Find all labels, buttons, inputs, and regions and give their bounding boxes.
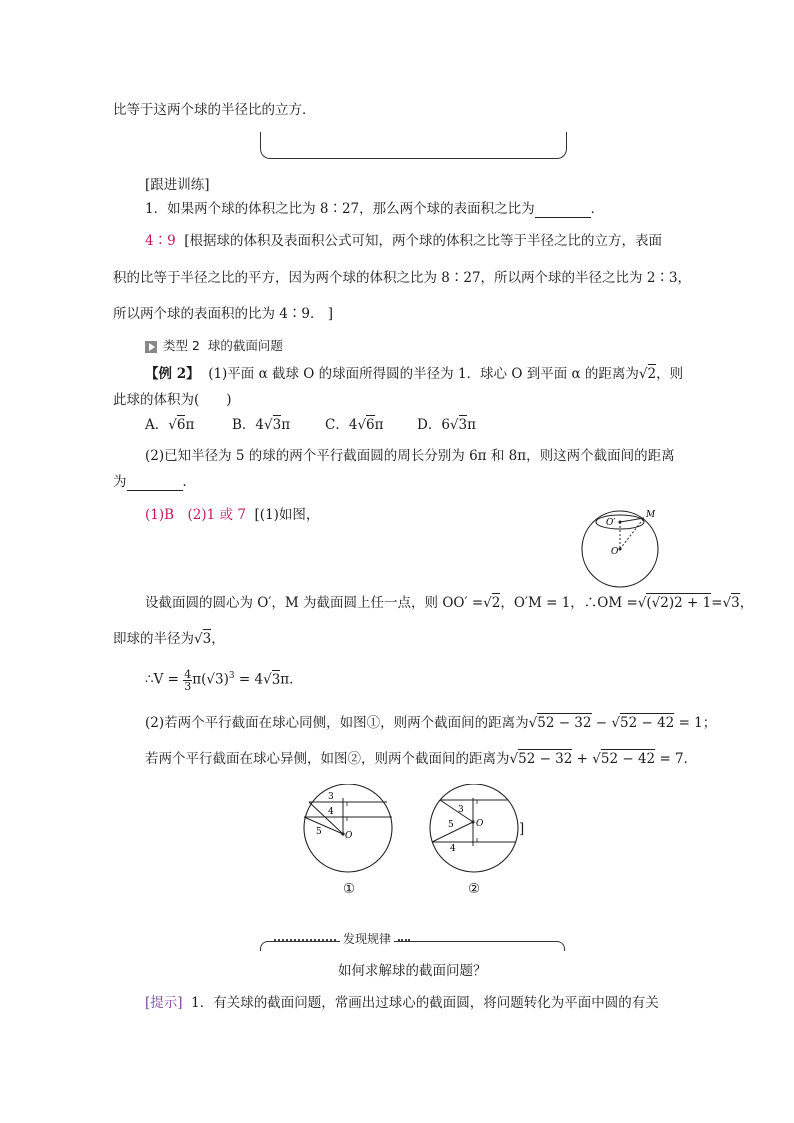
- banner-title: 发现规律: [340, 932, 394, 946]
- solution-close-bracket: ]: [519, 821, 525, 837]
- option-c-tail: π: [374, 417, 384, 433]
- practice-explanation-2: 积的比等于半径之比的平方，因为两个球的体积之比为 8∶27，所以两个球的半径之比为 2∶3，: [113, 270, 692, 286]
- answer-blank: [535, 203, 591, 218]
- banner-dots-left: [274, 939, 336, 941]
- option-c: C．4√6π: [325, 417, 384, 433]
- solution-line5-r2: 52 − 42: [600, 751, 656, 767]
- fig2-center: [471, 820, 474, 823]
- practice-answer-value: 4∶9: [145, 233, 176, 249]
- solution-line3-a: ∴V =: [145, 671, 179, 688]
- example-q2-line2: [113, 473, 196, 491]
- practice-question-text: 1．如果两个球的体积之比为 8∶27，那么两个球的表面积之比为: [145, 201, 535, 217]
- discover-question: 如何求解球的截面问题？: [338, 963, 487, 979]
- section-title: 球的截面问题: [207, 338, 283, 353]
- section-label: 类型 2: [163, 338, 200, 353]
- fig1-radius-b: [304, 817, 343, 834]
- figure-2: [428, 784, 520, 874]
- point-oprime: [619, 521, 622, 524]
- option-b-radicand: 3: [272, 417, 282, 433]
- fraction-den: 3: [184, 679, 192, 693]
- solution-line4: (2)若两个平行截面在球心同侧，如图①，则两个截面间的距离为√52 − 32 − √52 − 42 = 1；: [145, 715, 717, 731]
- fig2-right-angle-1: [473, 800, 477, 804]
- sphere-figure: [580, 506, 666, 590]
- practice-explanation-3: 所以两个球的表面积的比为 4∶9． ]: [113, 306, 334, 322]
- figure-1-caption: ①: [343, 881, 356, 897]
- solution-line3: ∴V = $\frac{4}{3}$ $\pi(√3)^3 = 4√3\pi$．: [145, 667, 303, 693]
- example-q2-text: 为: [113, 474, 127, 490]
- solution-line3-b: π(√3): [192, 671, 229, 688]
- fig2-label-5: 5: [448, 820, 454, 830]
- solution-line1-r2: (√2)2 + 1: [646, 595, 712, 611]
- label-o: O: [611, 547, 619, 557]
- fig1-label-5: 5: [316, 827, 322, 837]
- solution-line3-exp: 3: [228, 671, 235, 681]
- solution-line4-a: (2)若两个平行截面在球心同侧，如图①，则两个截面间的距离为: [145, 715, 529, 731]
- option-d: D．6√3π: [417, 417, 476, 433]
- solution-line4-op: −: [591, 715, 612, 731]
- example-q1-radicand: 2: [647, 366, 657, 382]
- q2-blank: [127, 476, 183, 491]
- solution-line1-d: ，: [739, 595, 754, 611]
- discover-hint: [145, 994, 659, 1012]
- practice-question: [145, 200, 604, 218]
- fig1-right-angle-2: [343, 817, 347, 821]
- option-a: A．√6π: [145, 417, 195, 433]
- figure-2-caption: ②: [468, 881, 481, 897]
- option-d-tail: π: [467, 417, 476, 433]
- solution-lead: [145, 506, 319, 524]
- banner-bracket: [260, 941, 565, 951]
- option-c-coef: 4: [348, 417, 358, 433]
- point-o: [619, 548, 622, 551]
- fraction-num: 4: [184, 667, 192, 681]
- intro-line: 比等于这两个球的半径比的立方．: [113, 102, 316, 118]
- practice-answer: [145, 232, 662, 250]
- fig2-radius-5: [440, 800, 473, 822]
- option-a-label: A．: [145, 417, 169, 433]
- solution-line4-r2: 52 − 42: [620, 715, 675, 731]
- example-q2-line1: (2)已知半径为 5 的球的两个平行截面圆的周长分别为 6π 和 8π，则这两个截面间的距离: [145, 448, 675, 464]
- option-c-radicand: 6: [366, 417, 375, 433]
- section-heading: [145, 337, 283, 355]
- solution-line1-b: ，O′M = 1，∴OM =: [500, 595, 638, 611]
- radius-oprime-m: [620, 518, 644, 522]
- solution-line1-a: 设截面圆的圆心为 O′，M 为截面圆上任一点，则 OO′ =: [145, 595, 484, 611]
- practice-heading: [跟进训练]: [145, 177, 210, 193]
- solution-line1-c: =: [711, 595, 723, 611]
- solution-line3-d: π．: [280, 671, 303, 688]
- example-q1-line1: 【例 2】 (1)平面 α 截球 O 的球面所得圆的半径为 1．球心 O 到平面 α 的距离为√2，则: [145, 366, 684, 382]
- solution-line1: 设截面圆的圆心为 O′，M 为截面圆上任一点，则 OO′ =√2，O′M = 1，∴OM =√(√2)2 + 1=√3，: [145, 595, 754, 611]
- option-d-coef: 6: [441, 417, 450, 433]
- solution-lead-text: [(1)如图，: [254, 507, 320, 523]
- hint-label: [提示]: [145, 995, 183, 1011]
- discover-banner: [260, 932, 565, 951]
- solution-line3-r: 3: [271, 671, 281, 688]
- solution-line2-a: 即球的半径为: [113, 631, 194, 647]
- solution-line5-r1: 52 − 32: [518, 751, 573, 767]
- solution-line1-r3: 3: [731, 595, 740, 611]
- solution-line2-r: 3: [202, 631, 212, 647]
- fig2-label-3: 3: [458, 805, 464, 815]
- solution-line2: 即球的半径为√3，: [113, 631, 225, 647]
- option-a-tail: π: [185, 417, 195, 433]
- label-m: M: [646, 510, 656, 520]
- option-d-label: D．: [417, 417, 442, 433]
- fig1-label-4: 4: [328, 807, 334, 817]
- solution-line5: 若两个平行截面在球心异侧，如图②，则两个截面间的距离为√52 − 32 + √52 − 42 = 7．: [145, 751, 698, 767]
- segment-o-m: [620, 518, 644, 549]
- summary-box: [260, 132, 567, 159]
- example-q1-line2: 此球的体积为( ): [113, 392, 232, 408]
- solution-line1-r1: 2: [491, 595, 501, 611]
- label-oprime: O′: [606, 518, 616, 528]
- option-c-label: C．: [325, 417, 349, 433]
- solution-line4-b: = 1；: [674, 715, 717, 731]
- play-icon: [145, 341, 157, 353]
- solution-line5-op: +: [572, 751, 593, 767]
- fig2-right-angle-2: [473, 838, 477, 842]
- solution-answers: (1)B (2)1 或 7: [145, 507, 246, 523]
- practice-explanation-1: [根据球的体积及表面积公式可知，两个球的体积之比等于半径之比的立方，表面: [184, 233, 663, 249]
- solution-line2-b: ，: [211, 631, 225, 647]
- option-b-tail: π: [281, 417, 291, 433]
- fig1-right-angle-1: [343, 802, 347, 806]
- solution-line5-a: 若两个平行截面在球心异侧，如图②，则两个截面间的距离为: [145, 751, 510, 767]
- fig2-label-4: 4: [450, 844, 456, 854]
- figure-1: [300, 784, 400, 874]
- example-q1-text-a: (1)平面 α 截球 O 的球面所得圆的半径为 1．球心 O 到平面 α 的距离为: [208, 366, 639, 382]
- fig1-label-3: 3: [328, 792, 334, 802]
- option-b: B．4√3π: [232, 417, 291, 433]
- fraction-four-thirds: [183, 669, 192, 692]
- fig1-label-o: O: [345, 831, 353, 841]
- fig2-circle: [430, 784, 518, 872]
- option-b-label: B．: [232, 417, 256, 433]
- example-q2-end: ．: [182, 474, 196, 490]
- fig2-label-o: O: [476, 819, 484, 829]
- example-tag: 【例 2】: [145, 366, 200, 382]
- banner-dots-right: [398, 939, 410, 941]
- solution-line3-c: = 4: [234, 671, 264, 688]
- solution-line4-r1: 52 − 32: [537, 715, 592, 731]
- practice-question-end: ．: [590, 201, 605, 217]
- solution-line5-b: = 7．: [655, 751, 698, 767]
- hint-text: 1．有关球的截面问题，常画出过球心的截面圆，将问题转化为平面中圆的有关: [191, 995, 659, 1011]
- example-q1-text-b: ，则: [656, 366, 684, 382]
- option-a-radicand: 6: [176, 417, 186, 433]
- option-d-radicand: 3: [458, 417, 468, 433]
- fig1-radius-5: [309, 802, 343, 834]
- option-b-coef: 4: [255, 417, 265, 433]
